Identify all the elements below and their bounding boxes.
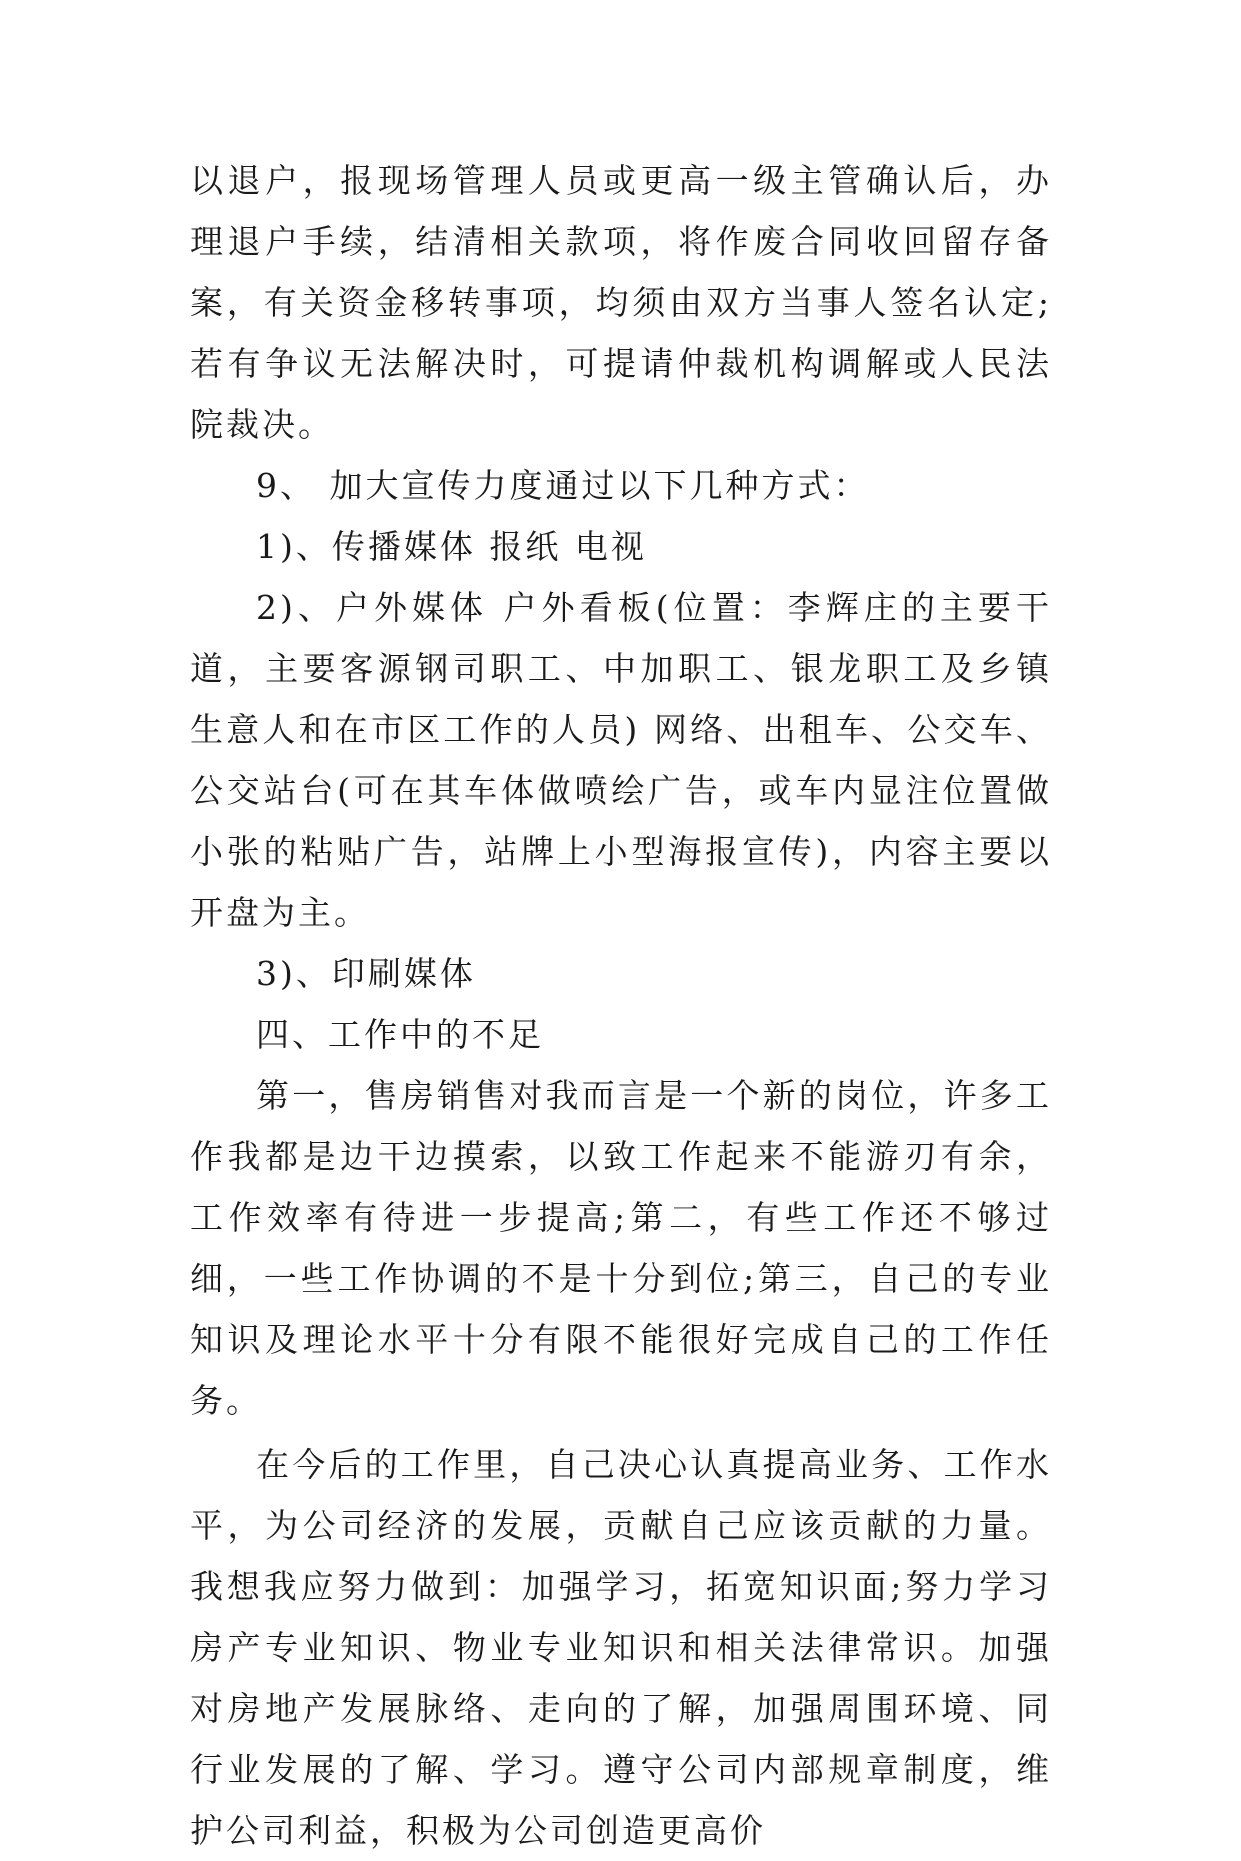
paragraph-outdoor-media: 2)、户外媒体 户外看板(位置：李辉庄的主要干道，主要客源钢司职工、中加职工、银龙职工及乡镇生意人和在市区工作的人员) 网络、出租车、公交车、公交站台(可在其车体做喷绘广告，或车内显注位置做小张的粘贴广告，站牌上小型海报宣传)，内容主要以开盘为主。 <box>190 588 1052 932</box>
paragraph-future-plans: 在今后的工作里，自己决心认真提高业务、工作水平，为公司经济的发展，贡献自己应该贡献的力量。我想我应努力做到：加强学习，拓宽知识面;努力学习房产专业知识、物业专业知识和相关法律常识。加强对房地产发展脉络、走向的了解，加强周围环境、同行业发展的了解、学习。遵守公司内部规章制度，维护公司利益，积极为公司创造更高价 <box>190 1445 1052 1850</box>
section-heading-shortcomings: 四、工作中的不足 <box>256 1015 544 1054</box>
paragraph-promotion-heading: 9、 加大宣传力度通过以下几种方式： <box>256 466 870 505</box>
paragraph-broadcast-media: 1)、传播媒体 报纸 电视 <box>256 527 647 566</box>
paragraph-print-media: 3)、印刷媒体 <box>256 954 476 993</box>
document-body <box>190 150 1052 1861</box>
paragraph-refund-process: 以退户，报现场管理人员或更高一级主管确认后，办理退户手续，结清相关款项，将作废合同收回留存备案，有关资金移转事项，均须由双方当事人签名认定;若有争议无法解决时，可提请仲裁机构调解或人民法院裁决。 <box>190 161 1052 444</box>
paragraph-shortcomings: 第一，售房销售对我而言是一个新的岗位，许多工作我都是边干边摸索，以致工作起来不能游刃有余，工作效率有待进一步提高;第二，有些工作还不够过细，一些工作协调的不是十分到位;第三，自己的专业知识及理论水平十分有限不能很好完成自己的工作任务。 <box>190 1076 1052 1420</box>
